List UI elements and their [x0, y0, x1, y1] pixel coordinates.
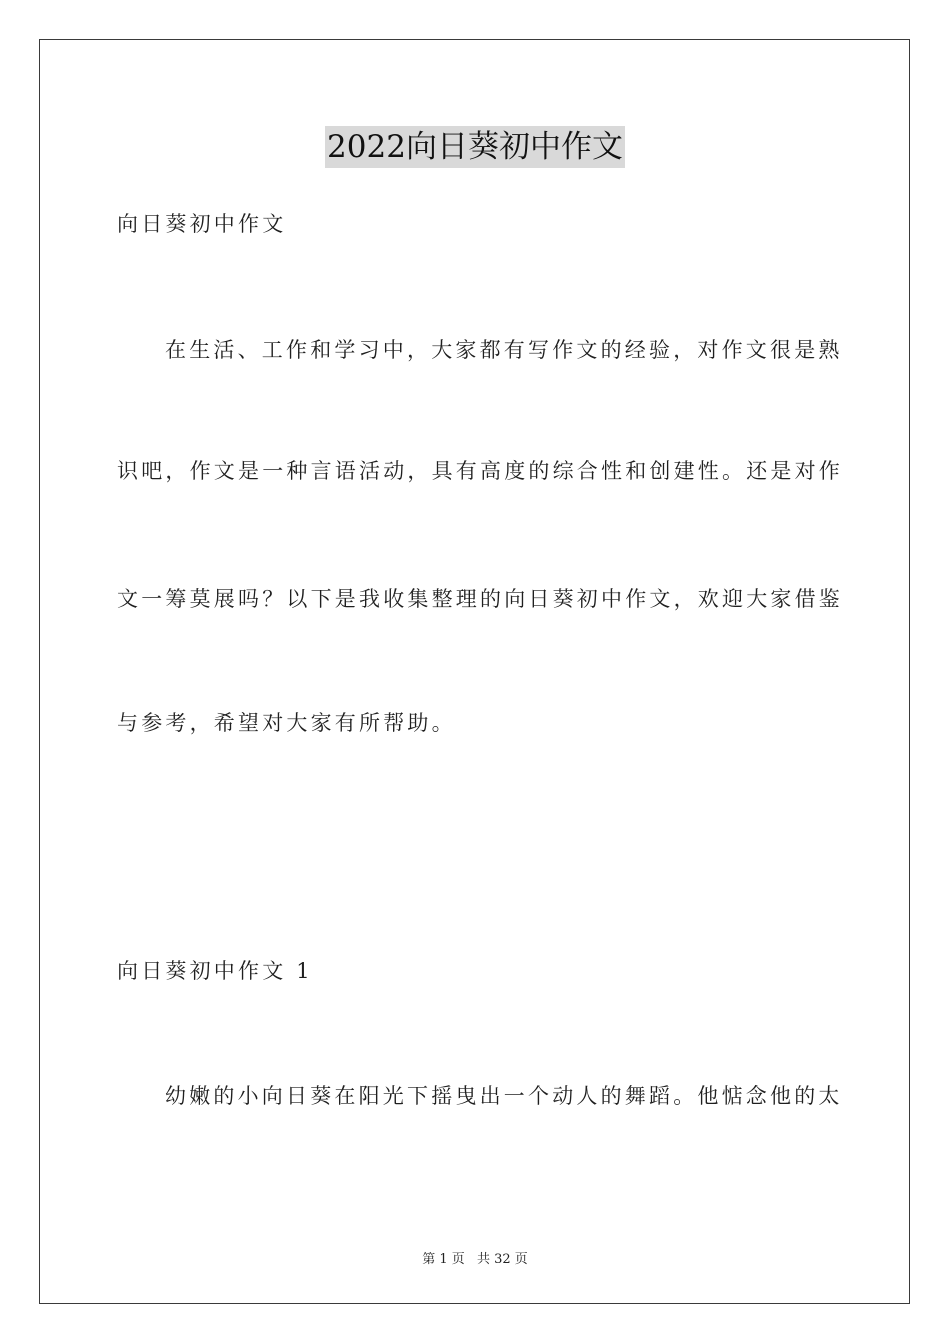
section-heading: 向日葵初中作文 1 — [117, 959, 313, 983]
section-paragraph-line: 幼嫩的小向日葵在阳光下摇曳出一个动人的舞蹈。他惦念他的太 — [165, 1084, 843, 1108]
page-footer — [0, 1248, 950, 1267]
intro-paragraph-line: 识吧，作文是一种言语活动，具有高度的综合性和创建性。还是对作 — [117, 459, 843, 483]
intro-paragraph-line: 在生活、工作和学习中，大家都有写作文的经验，对作文很是熟 — [165, 338, 843, 362]
page-number: 第 1 页 — [422, 1252, 465, 1267]
document-title: 2022向日葵初中作文 — [325, 126, 625, 168]
title-container — [0, 126, 950, 168]
intro-paragraph-line: 文一筹莫展吗？以下是我收集整理的向日葵初中作文，欢迎大家借鉴 — [117, 587, 843, 611]
page-total: 共 32 页 — [476, 1252, 528, 1267]
document-heading: 向日葵初中作文 — [117, 212, 287, 236]
intro-paragraph-line: 与参考，希望对大家有所帮助。 — [117, 711, 456, 735]
